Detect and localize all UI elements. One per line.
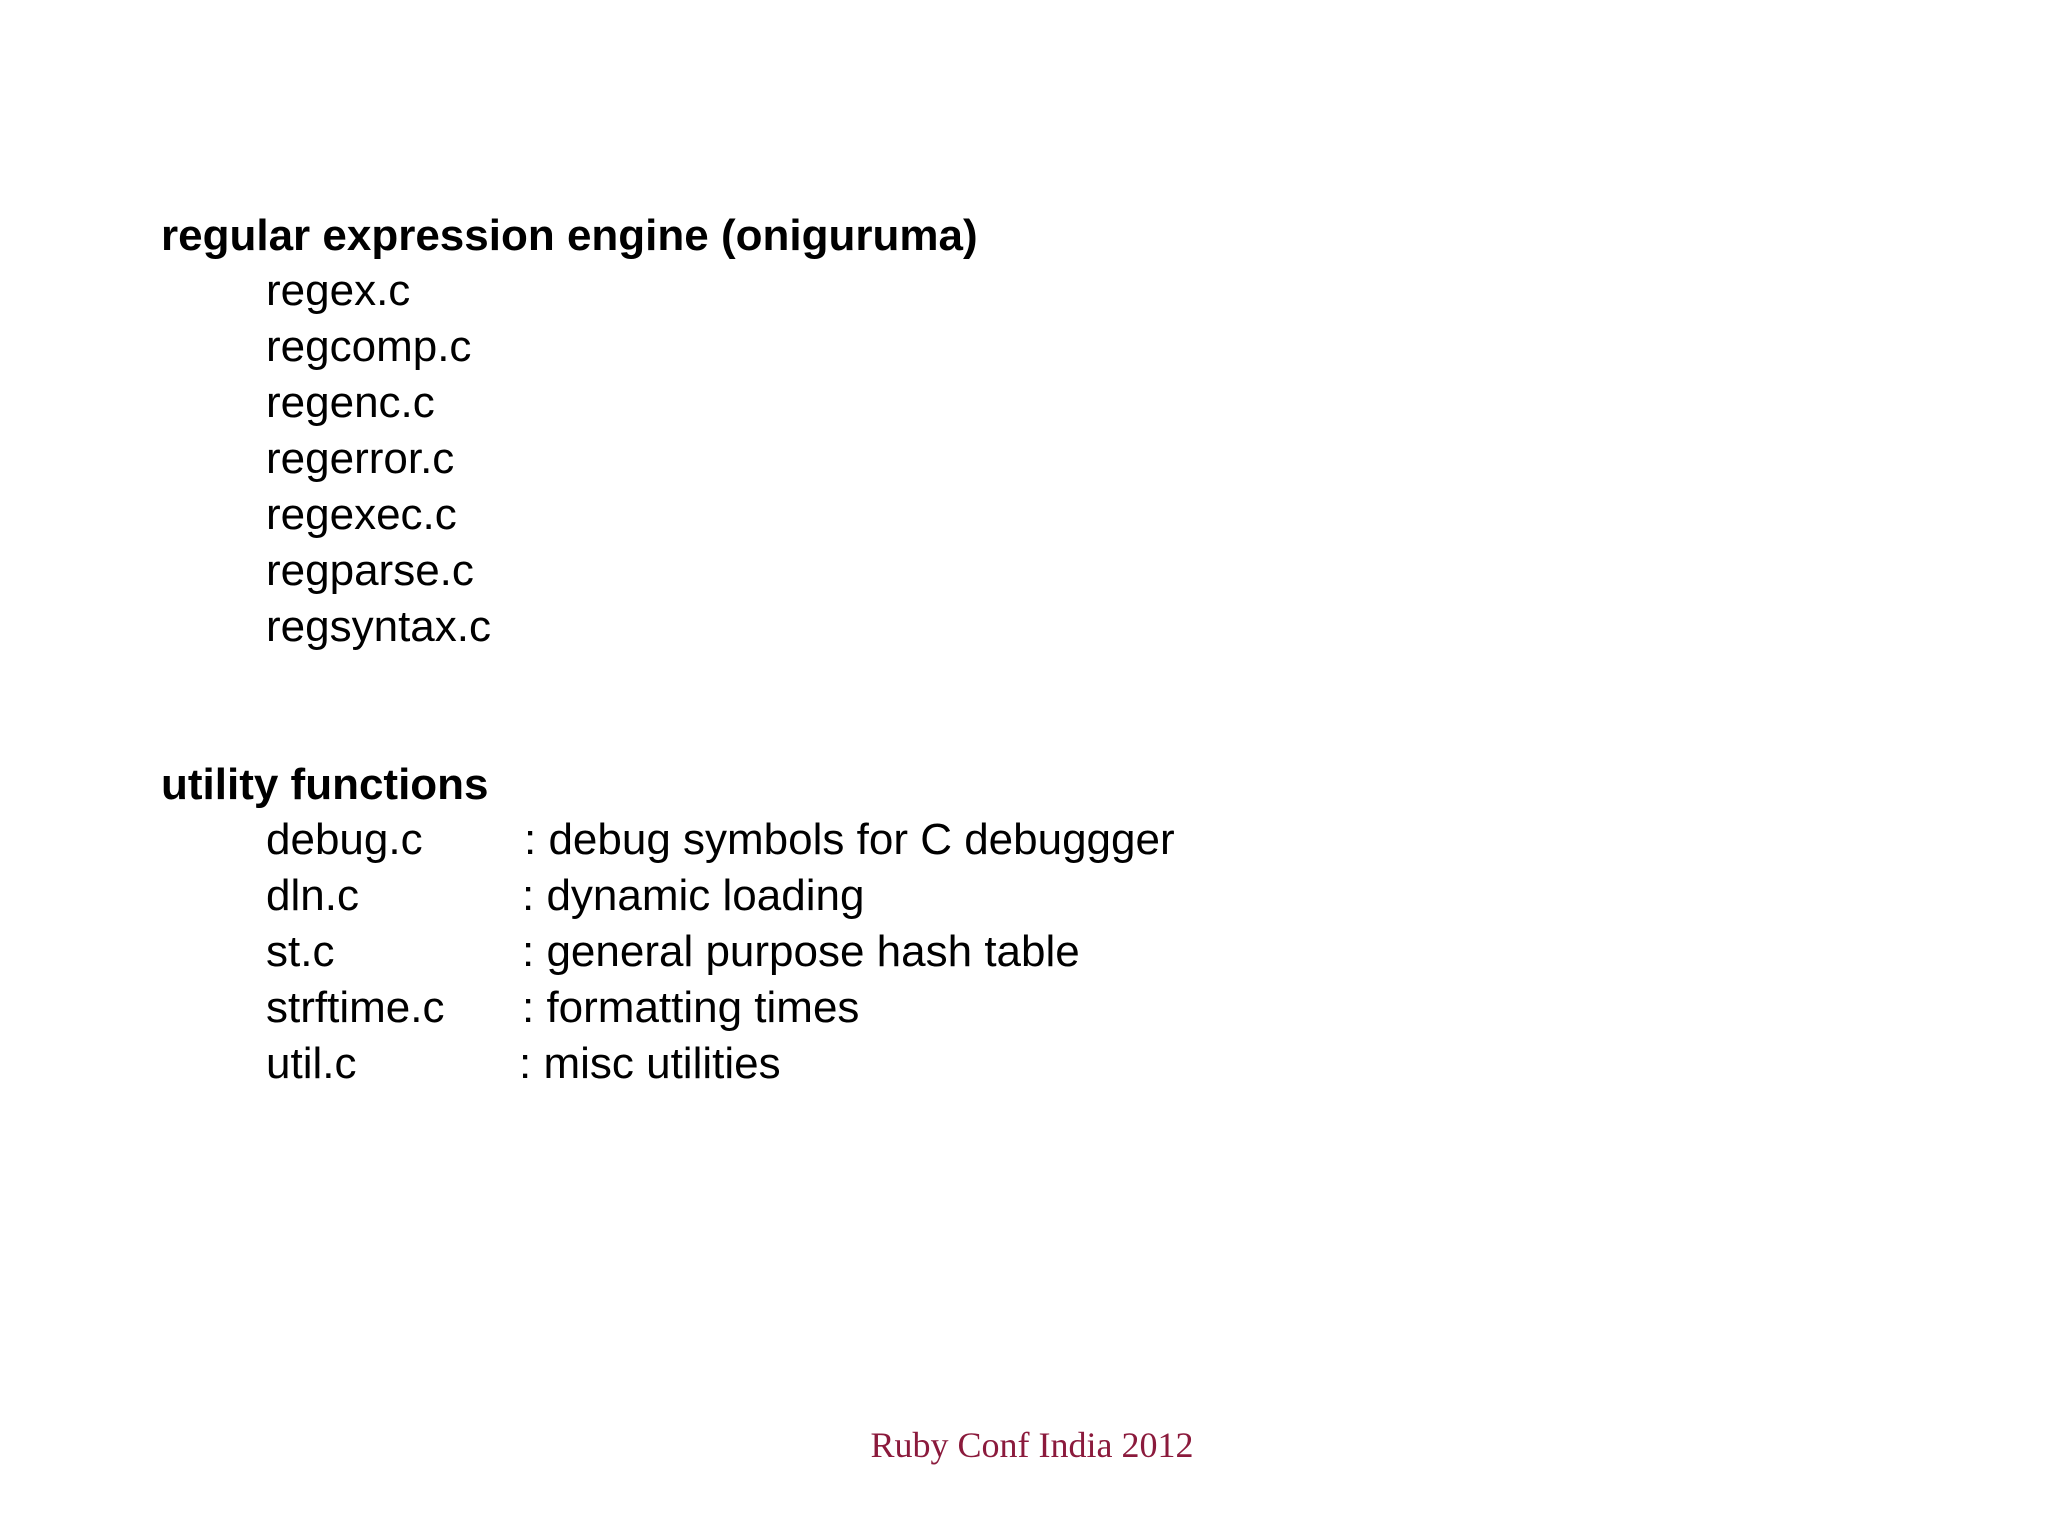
section-heading-utility: utility functions xyxy=(161,760,489,809)
file-description: : dynamic loading xyxy=(522,871,865,920)
footer xyxy=(0,1424,2048,1466)
regex-file-list xyxy=(266,263,491,655)
file-description: : debug symbols for C debuggger xyxy=(524,815,1175,864)
list-item xyxy=(266,1036,1466,1092)
file-description: : formatting times xyxy=(522,983,860,1032)
file-name: util.c xyxy=(266,1039,357,1088)
list-item xyxy=(266,868,1466,924)
file-name: st.c xyxy=(266,927,335,976)
list-item: regcomp.c xyxy=(266,322,472,371)
list-item: regex.c xyxy=(266,266,411,315)
utility-file-list xyxy=(266,812,1466,1092)
file-name: strftime.c xyxy=(266,983,445,1032)
list-item xyxy=(266,812,1466,868)
footer-text: Ruby Conf India 2012 xyxy=(870,1425,1194,1465)
section-heading-regex: regular expression engine (oniguruma) xyxy=(161,211,978,260)
file-description: : misc utilities xyxy=(519,1039,781,1088)
list-item xyxy=(266,980,1466,1036)
file-name: debug.c xyxy=(266,815,423,864)
file-description: : general purpose hash table xyxy=(522,927,1080,976)
list-item xyxy=(266,924,1466,980)
file-name: dln.c xyxy=(266,871,359,920)
list-item: regenc.c xyxy=(266,378,435,427)
list-item: regsyntax.c xyxy=(266,602,491,651)
list-item: regerror.c xyxy=(266,434,455,483)
list-item: regexec.c xyxy=(266,490,457,539)
list-item: regparse.c xyxy=(266,546,474,595)
